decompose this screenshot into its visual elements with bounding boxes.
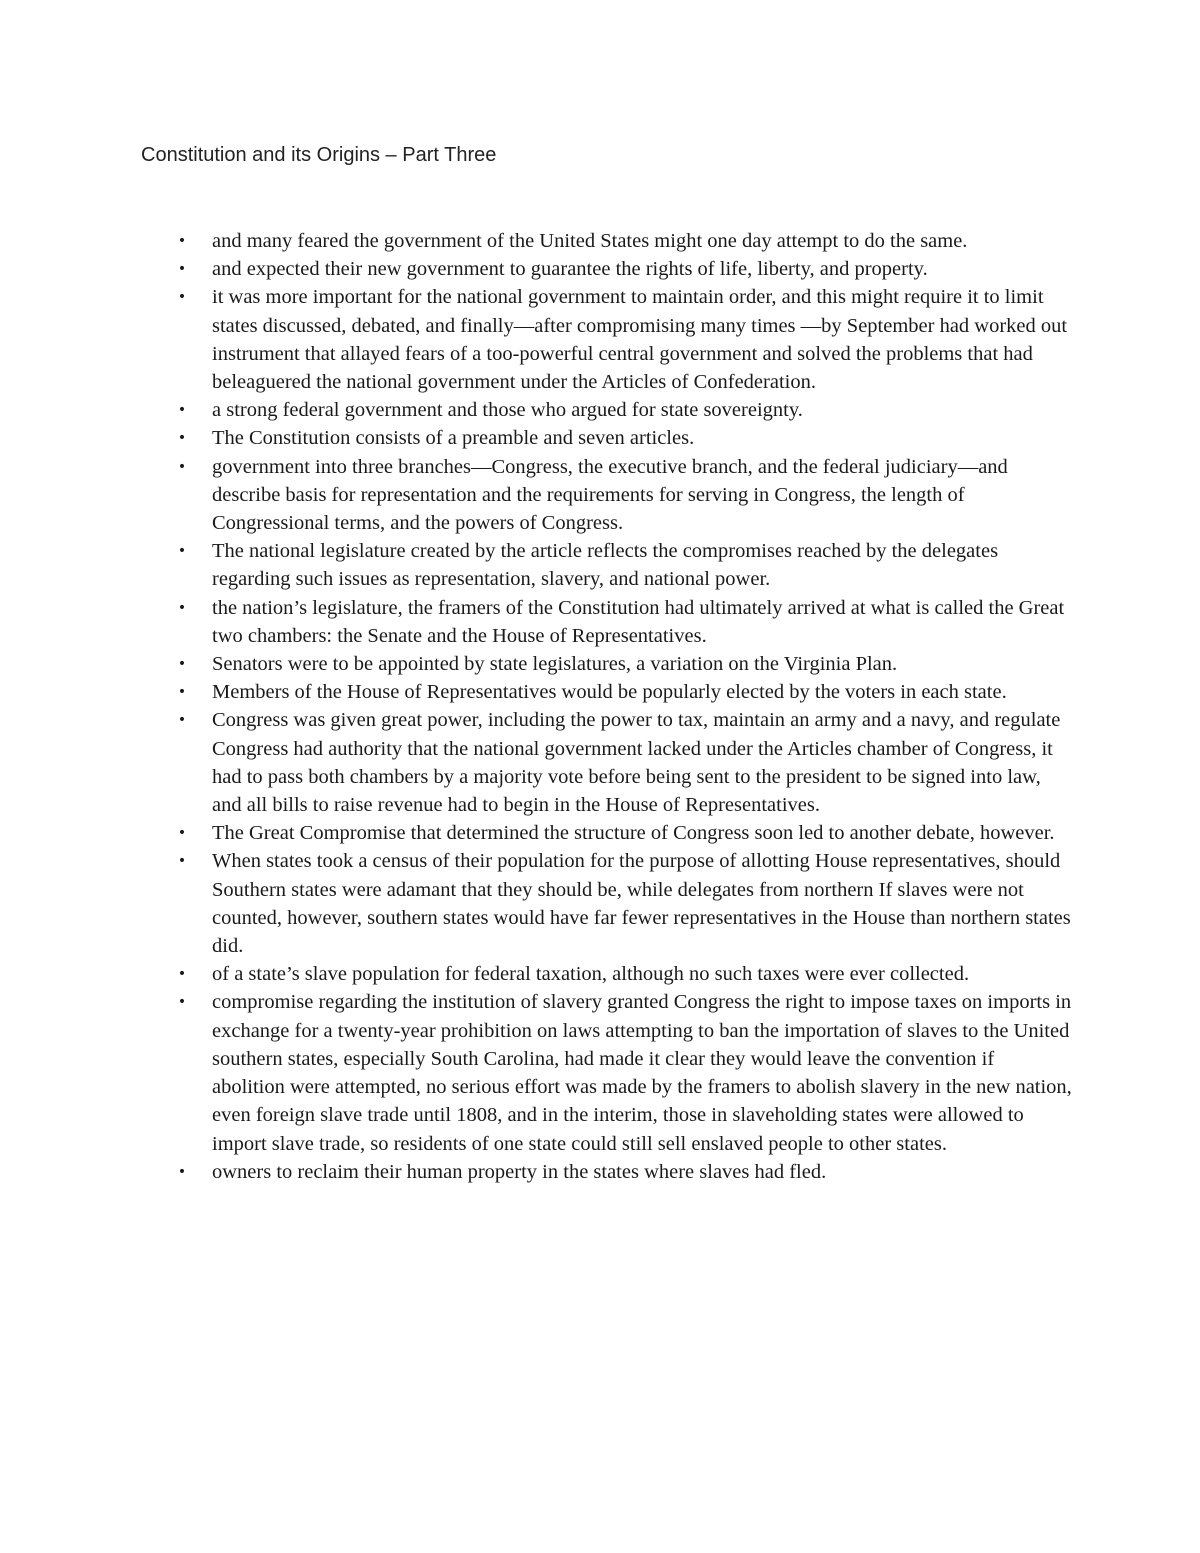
list-item-text: the nation’s legislature, the framers of the Constitution had ultimately arrived at what is called the Great two chambers: the Senate and the House of Representatives. — [212, 596, 1065, 647]
list-item-text: of a state’s slave population for federal taxation, although no such taxes were ever collected. — [212, 963, 970, 986]
list-item — [172, 706, 1072, 819]
list-item — [172, 227, 1072, 255]
list-item-text: Members of the House of Representatives would be popularly elected by the voters in each state. — [212, 681, 1007, 704]
list-item-text: and many feared the government of the United States might one day attempt to do the same. — [212, 230, 968, 252]
bullet-icon: • — [177, 289, 187, 306]
list-item — [172, 650, 1072, 678]
list-item-text: The Constitution consists of a preamble and seven articles. — [212, 427, 695, 450]
list-item — [172, 283, 1072, 396]
bullet-icon: • — [177, 599, 187, 616]
bullet-icon: • — [177, 261, 187, 278]
list-item — [172, 255, 1072, 283]
list-item — [172, 678, 1072, 706]
list-item-text: a strong federal government and those who argued for state sovereignty. — [212, 399, 803, 422]
bullet-icon: • — [177, 712, 187, 729]
list-item-text: government into three branches—Congress, the executive branch, and the federal judiciary—and describe basis for representation and the requirements for serving in Congress, the length of Congressional terms, and the powers of Congress. — [212, 455, 1008, 535]
list-item — [172, 424, 1072, 452]
list-item-text: The national legislature created by the article reflects the compromises reached by the delegates regarding such issues as representation, slavery, and national power. — [212, 540, 999, 591]
document-title: Constitution and its Origins – Part Three — [141, 144, 497, 166]
list-item — [172, 988, 1072, 1157]
list-item-text: owners to reclaim their human property in the states where slaves had fled. — [212, 1160, 827, 1183]
list-item-text: Senators were to be appointed by state legislatures, a variation on the Virginia Plan. — [212, 653, 898, 676]
list-item — [172, 396, 1072, 424]
list-item — [172, 1158, 1072, 1186]
bullet-list — [172, 227, 1072, 1186]
list-item-text: compromise regarding the institution of slavery granted Congress the right to impose taxes on imports in exchange for a twenty-year prohibition on laws attempting to ban the importation of slaves to the United southern states, especially South Carolina, had made it clear they would leave the convention if abolition were attempted, no serious effort was made by the framers to abolish slavery in the new nation, even foreign slave trade until 1808, and in the interim, those in slaveholding states were allowed to import slave trade, so residents of one state could still sell enslaved people to other states. — [212, 991, 1072, 1155]
bullet-icon: • — [177, 543, 187, 560]
list-item-text: The Great Compromise that determined the structure of Congress soon led to another debate, however. — [212, 822, 1055, 845]
list-item-text: Congress was given great power, including the power to tax, maintain an army and a navy, and regulate Congress had authority that the national government lacked under the Articles chamber of Congress, it had to pass both chambers by a majority vote before being sent to the president to be signed into law, and all bills to raise revenue had to begin in the House of Representatives. — [212, 709, 1061, 817]
bullet-icon: • — [177, 458, 187, 475]
list-item — [172, 537, 1072, 593]
bullet-icon: • — [177, 684, 187, 701]
list-item — [172, 594, 1072, 650]
list-item-text: and expected their new government to guarantee the rights of life, liberty, and property. — [212, 258, 928, 281]
list-item — [172, 819, 1072, 847]
list-item-text: When states took a census of their population for the purpose of allotting House representatives, should Southern states were adamant that they should be, while delegates from northern If slaves were not counted, however, southern states would have far fewer representatives in the House than northern states did. — [212, 850, 1071, 958]
bullet-icon: • — [177, 966, 187, 983]
bullet-icon: • — [177, 1163, 187, 1180]
bullet-icon: • — [177, 656, 187, 673]
bullet-icon: • — [177, 402, 187, 419]
bullet-icon: • — [177, 994, 187, 1011]
list-item — [172, 960, 1072, 988]
list-item-text: it was more important for the national government to maintain order, and this might require it to limit states discussed, debated, and finally—after compromising many times —by September had worked out instrument that allayed fears of a too-powerful central government and solved the problems that had beleaguered the national government under the Articles of Confederation. — [212, 286, 1068, 394]
bullet-icon: • — [177, 825, 187, 842]
bullet-icon: • — [177, 430, 187, 447]
bullet-icon: • — [177, 233, 187, 249]
list-item — [172, 453, 1072, 538]
list-item — [172, 847, 1072, 960]
bullet-icon: • — [177, 853, 187, 870]
